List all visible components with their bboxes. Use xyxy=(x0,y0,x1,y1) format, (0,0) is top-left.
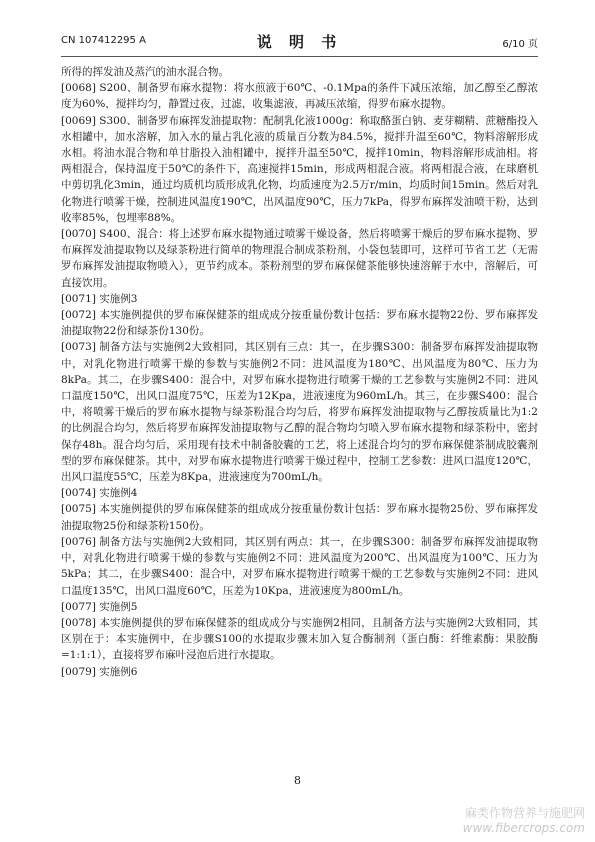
page-info: 6/10 页 xyxy=(502,39,538,50)
paragraph: [0069] S300、制备罗布麻挥发油提取物：配制乳化液1000g：称取酪蛋白钠、麦芽糊精、蔗糖酯投入水相罐中，加水溶解，加入水的量占乳化液的质量百分数为84.5%，搅拌升温至60℃，物料溶解形成水相。将油水混合物和单甘脂投入油相罐中，搅拌升温至50℃，搅拌10min，物料溶解形成油相。将两相混合，保持温度于50℃的条件下，高速搅拌15min，形成两相混合液。将两相混合液，在球磨机中剪切乳化3min，通过均质机均质形成乳化物，均质速度为2.5万r/min，均质时间15min。然后对乳化物进行喷雾干燥，控制进风温度190℃，出风温度90℃，压力7kPa，得罗布麻挥发油喷干粉，达到收率85%，包埋率88%。 xyxy=(61,114,538,224)
document-title: 说 明 书 xyxy=(256,33,343,51)
paragraph: [0073] 制备方法与实施例2大致相同，其区别有三点：其一，在步骤S300：制备罗布麻挥发油提取物中，对乳化物进行喷雾干燥的参数与实施例2不同：进风温度为180℃、出风温度为80℃、压力为8kPa。其二，在步骤S400：混合中，对罗布麻水提物进行喷雾干燥的工艺参数与实施例2不同：进风口温度150℃，出风口温度75℃，压差为12Kpa，进液速度为960mL/h。其三，在步骤S400：混合中，将喷雾干燥后的罗布麻水提物与绿茶粉混合均匀后，将罗布麻挥发油提取物与乙醇按质量比为1:2的比例混合均匀，然后将罗布麻挥发油提取物与乙醇的混合物均匀喷入罗布麻水提物和绿茶粉中，密封保存48h。混合均匀后，采用现有技术中制备胶囊的工艺，将上述混合均匀的罗布麻保健茶制成胶囊剂型的罗布麻保健茶。其中，对罗布麻水提物进行喷雾干燥过程中，控制工艺参数：进风口温度120℃，出风口温度55℃，压差为8Kpa，进液速度为700mL/h。 xyxy=(61,341,538,484)
watermark xyxy=(463,806,585,836)
paragraph: [0076] 制备方法与实施例2大致相同，其区别有两点：其一，在步骤S300：制备罗布麻挥发油提取物中，对乳化物进行喷雾干燥的参数与实施例2不同：进风温度为200℃、出风温度为100℃、压力为5kPa；其二，在步骤S400：混合中，对罗布麻水提物进行喷雾干燥的工艺参数与实施例2不同：进风口温度135℃，出风口温度60℃，压差为10Kpa，进液速度为800mL/h。 xyxy=(61,535,538,597)
page-header xyxy=(61,31,538,51)
document-body xyxy=(61,64,538,680)
page-number: 8 xyxy=(294,774,301,787)
paragraph: [0071] 实施例3 xyxy=(61,292,138,305)
paragraph: [0078] 本实施例提供的罗布麻保健茶的组成成分与实施例2相同，且制备方法与实施例2大致相同，其区别在于：本实施例中，在步骤S100的水提取步骤末加入复合酶制剂（蛋白酶：纤维素酶：果胶酶=1:1:1），直接将罗布麻叶浸泡后进行水提取。 xyxy=(61,616,538,662)
paragraph: [0077] 实施例5 xyxy=(61,600,138,613)
paragraph: [0074] 实施例4 xyxy=(61,487,138,500)
paragraph: [0075] 本实施例提供的罗布麻保健茶的组成成分按重量份数计包括：罗布麻水提物25份、罗布麻挥发油提取物25份和绿茶粉150份。 xyxy=(61,503,538,532)
paragraph: 所得的挥发油及蒸汽的油水混合物。 xyxy=(61,66,229,78)
paragraph: [0068] S200、制备罗布麻水提物：将水煎液于60℃、-0.1Mpa的条件下减压浓缩，加乙醇至乙醇浓度为60%，搅拌均匀，静置过夜，过滤，收集滤液，再减压浓缩，得罗布麻水提物。 xyxy=(61,82,538,111)
header-rule xyxy=(61,56,538,57)
paragraph: [0079] 实施例6 xyxy=(61,665,138,678)
watermark-line2: www.fibercrops.com xyxy=(462,821,585,835)
paragraph: [0070] S400、混合：将上述罗布麻水提物通过喷雾干燥设备，然后将喷雾干燥后的罗布麻水提物、罗布麻挥发油提取物以及绿茶粉进行简单的物理混合制成茶粉剂，小袋包装即可，这样可节省工艺（无需罗布麻挥发油提取物喷入），更节约成本。茶粉剂型的罗布麻保健茶能够快速溶解于水中，溶解后，可直接饮用。 xyxy=(61,228,538,289)
patent-number: CN 107412295 A xyxy=(61,35,146,46)
paragraph: [0072] 本实施例提供的罗布麻保健茶的组成成分按重量份数计包括：罗布麻水提物22份、罗布麻挥发油提取物22份和绿茶份130份。 xyxy=(61,309,538,338)
watermark-line1: 麻类作物营养与施肥网 xyxy=(464,806,585,820)
